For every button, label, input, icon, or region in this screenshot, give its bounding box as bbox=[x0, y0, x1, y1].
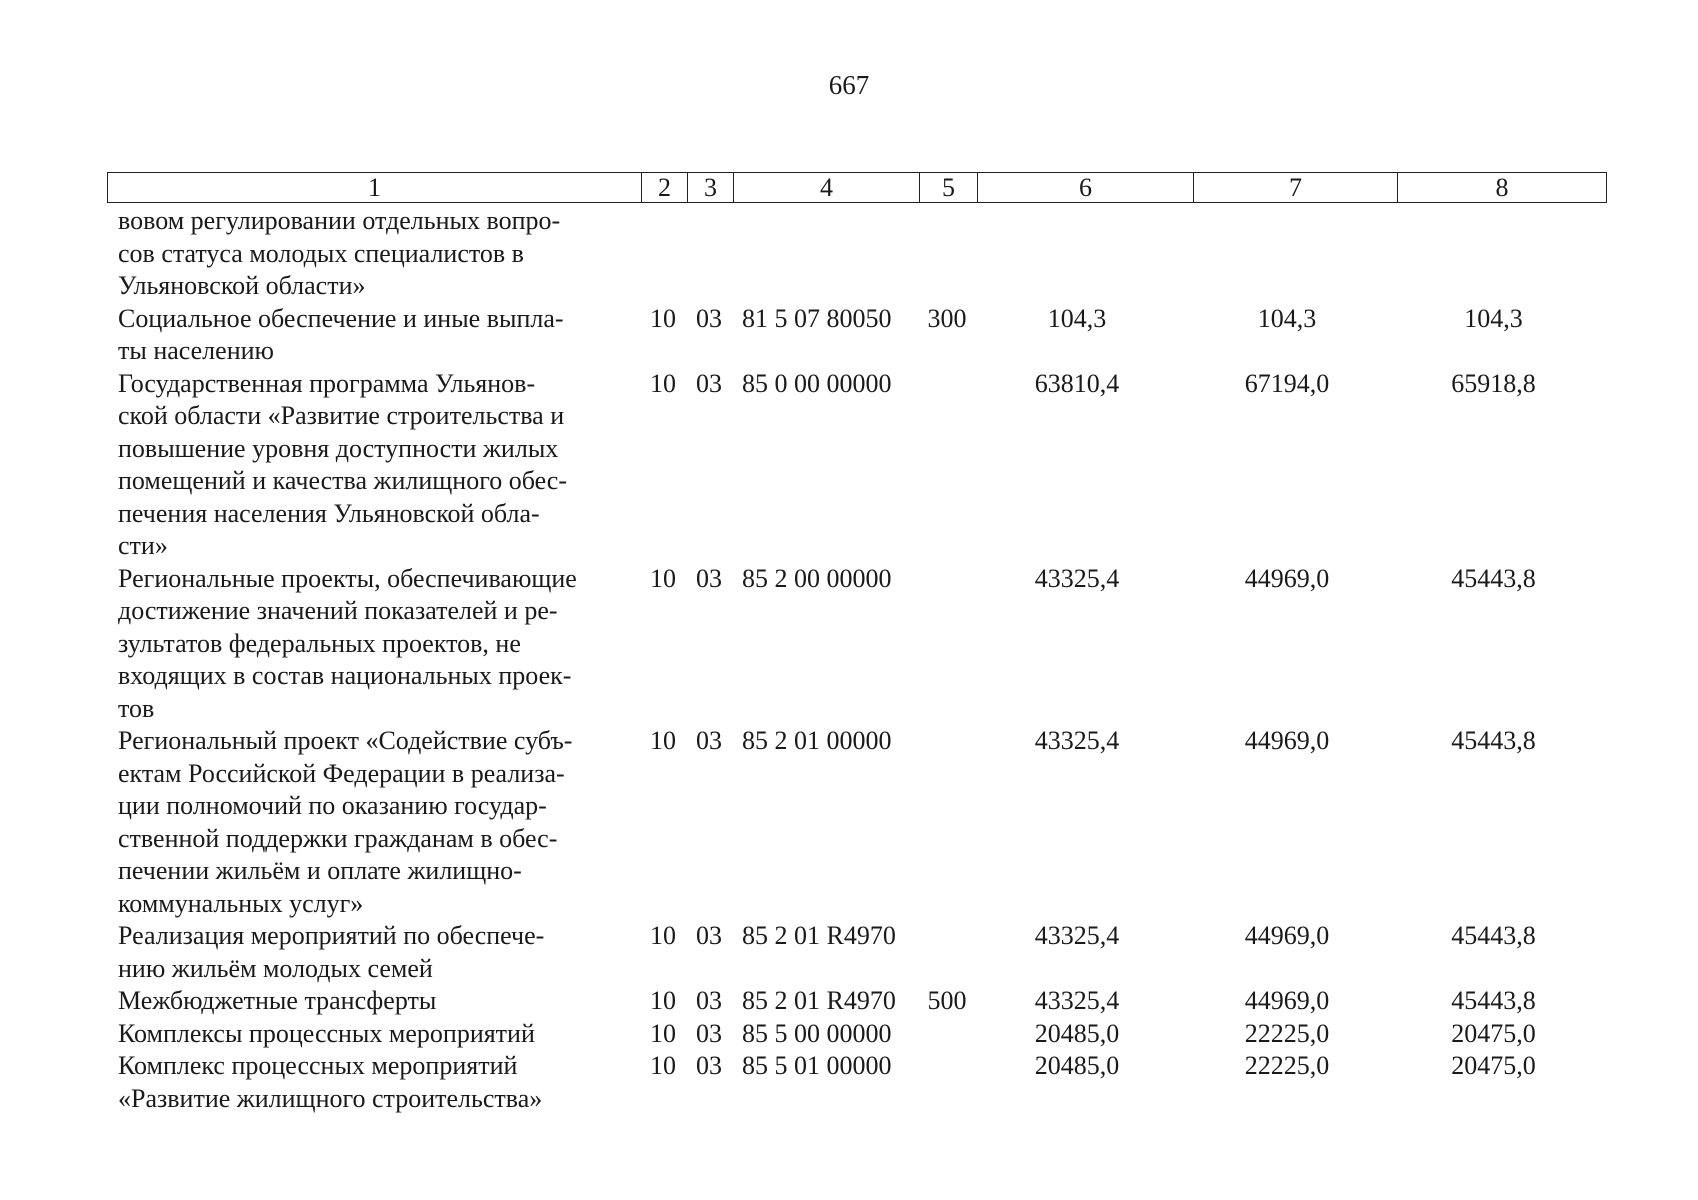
amount-col-6: 20485,0 bbox=[1034, 1018, 1120, 1048]
table-header bbox=[107, 172, 1607, 203]
col-header: 1 bbox=[368, 173, 381, 202]
row-name: Комплекс процессных мероприятий «Развитие жилищного строительства» bbox=[118, 1051, 543, 1113]
row-name: Комплексы процессных мероприятий bbox=[118, 1018, 535, 1048]
subsection-code: 03 bbox=[696, 368, 722, 398]
target-article-code: 85 2 01 R4970 bbox=[742, 986, 896, 1015]
section-code: 10 bbox=[650, 986, 676, 1015]
section-code: 10 bbox=[650, 563, 676, 593]
expense-type-code bbox=[918, 368, 976, 563]
amount-col-7: 44969,0 bbox=[1244, 563, 1330, 593]
amount-col-6: 43325,4 bbox=[1034, 726, 1120, 755]
amount-col-6: 63810,4 bbox=[1034, 368, 1120, 398]
section-code: 10 bbox=[650, 1018, 676, 1048]
subsection-code: 03 bbox=[696, 986, 722, 1015]
amount-col-7: 22225,0 bbox=[1244, 1051, 1330, 1080]
expense-type-code bbox=[918, 1050, 976, 1115]
expense-type-code bbox=[918, 920, 976, 985]
target-article-code: 85 5 01 00000 bbox=[742, 1051, 892, 1080]
amount-col-6: 20485,0 bbox=[1034, 1051, 1120, 1080]
amount-col-7: 104,3 bbox=[1257, 303, 1317, 333]
amount-col-8: 20475,0 bbox=[1451, 1051, 1536, 1080]
amount-col-6: 43325,4 bbox=[1034, 986, 1120, 1015]
table-row bbox=[107, 563, 1607, 726]
row-name: Социальное обеспечение и иные выпла- ты населению bbox=[118, 303, 564, 365]
target-article-code: 85 2 01 00000 bbox=[742, 726, 892, 755]
amount-col-6: 43325,4 bbox=[1034, 921, 1120, 950]
section-code: 10 bbox=[650, 921, 676, 950]
budget-table bbox=[107, 172, 1607, 1115]
table-row bbox=[107, 985, 1607, 1018]
target-article-code: 85 2 00 00000 bbox=[742, 563, 892, 593]
section-code: 10 bbox=[650, 368, 676, 398]
section-code: 10 bbox=[650, 726, 676, 755]
amount-col-6 bbox=[976, 205, 1192, 303]
expense-type-code bbox=[918, 563, 976, 726]
section-code: 10 bbox=[650, 303, 676, 333]
subsection-code: 03 bbox=[696, 921, 722, 950]
col-header: 3 bbox=[687, 173, 733, 202]
expense-type-code bbox=[918, 205, 976, 303]
table-body bbox=[107, 205, 1607, 1115]
subsection-code: 03 bbox=[696, 1051, 722, 1080]
table-row bbox=[107, 725, 1607, 920]
col-header: 5 bbox=[919, 173, 977, 202]
row-name: Межбюджетные трансферты bbox=[118, 986, 437, 1015]
amount-col-6: 43325,4 bbox=[1034, 563, 1120, 593]
target-article-code: 85 5 00 00000 bbox=[742, 1018, 892, 1048]
expense-type-code bbox=[918, 725, 976, 920]
target-article-code bbox=[732, 205, 918, 303]
table-row bbox=[107, 920, 1607, 985]
table-row bbox=[107, 1050, 1607, 1115]
subsection-code: 03 bbox=[696, 726, 722, 755]
amount-col-7: 44969,0 bbox=[1244, 986, 1330, 1015]
amount-col-7 bbox=[1192, 205, 1396, 303]
col-header: 6 bbox=[977, 173, 1193, 202]
amount-col-8: 45443,8 bbox=[1451, 921, 1536, 950]
amount-col-8 bbox=[1396, 205, 1605, 303]
amount-col-7: 44969,0 bbox=[1244, 726, 1330, 755]
target-article-code: 81 5 07 80050 bbox=[742, 303, 892, 333]
row-name: Реализация мероприятий по обеспече- нию жильём молодых семей bbox=[118, 921, 545, 983]
expense-type-code bbox=[918, 1018, 976, 1051]
table-row bbox=[107, 205, 1607, 303]
subsection-code bbox=[686, 205, 732, 303]
expense-type-code: 300 bbox=[927, 303, 967, 333]
amount-col-6: 104,3 bbox=[1047, 303, 1107, 333]
col-header: 4 bbox=[733, 173, 919, 202]
amount-col-8: 45443,8 bbox=[1451, 726, 1536, 755]
amount-col-8: 20475,0 bbox=[1451, 1018, 1536, 1048]
amount-col-7: 67194,0 bbox=[1244, 368, 1330, 398]
amount-col-8: 45443,8 bbox=[1451, 986, 1536, 1015]
target-article-code: 85 0 00 00000 bbox=[742, 368, 892, 398]
table-row bbox=[107, 1018, 1607, 1051]
amount-col-8: 65918,8 bbox=[1451, 368, 1536, 398]
col-header: 7 bbox=[1193, 173, 1397, 202]
table-row bbox=[107, 368, 1607, 563]
col-header: 2 bbox=[641, 173, 687, 202]
row-name: Региональные проекты, обеспечивающие достижение значений показателей и ре- зультатов федеральных проектов, не входящих в состав национальных проек- тов bbox=[118, 563, 577, 723]
section-code: 10 bbox=[650, 1051, 676, 1080]
amount-col-8: 45443,8 bbox=[1451, 563, 1536, 593]
page-number: 667 bbox=[828, 70, 870, 100]
col-header: 8 bbox=[1397, 173, 1606, 202]
row-name: Государственная программа Ульянов- ской области «Развитие строительства и повышение уровня доступности жилых помещений и качества жилищного обес- печения населения Ульяновской обла- сти» bbox=[118, 368, 567, 560]
target-article-code: 85 2 01 R4970 bbox=[742, 921, 896, 950]
section-code bbox=[640, 205, 686, 303]
amount-col-7: 44969,0 bbox=[1244, 921, 1330, 950]
subsection-code: 03 bbox=[696, 303, 722, 333]
expense-type-code: 500 bbox=[927, 986, 967, 1015]
subsection-code: 03 bbox=[696, 1018, 722, 1048]
subsection-code: 03 bbox=[696, 563, 722, 593]
row-name: Региональный проект «Содействие субъ- ектам Российской Федерации в реализа- ции полномочий по оказанию государ- ственной поддержки гражданам в обес- печении жильём и оплате жилищно- коммунальных услуг» bbox=[118, 726, 573, 918]
amount-col-8: 104,3 bbox=[1464, 303, 1523, 333]
amount-col-7: 22225,0 bbox=[1244, 1018, 1330, 1048]
table-row bbox=[107, 303, 1607, 368]
row-name: вовом регулировании отдельных вопро- сов статуса молодых специалистов в Ульяновской области» bbox=[118, 206, 561, 300]
